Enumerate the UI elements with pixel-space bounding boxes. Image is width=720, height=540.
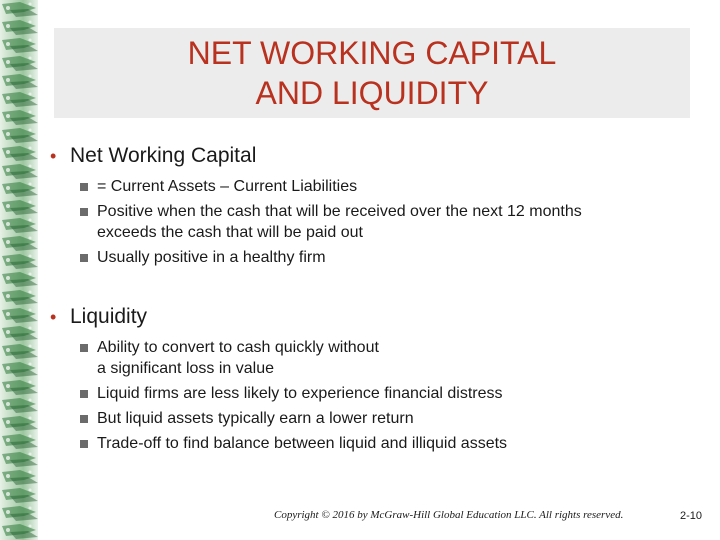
list-item <box>78 433 507 454</box>
list-item <box>78 408 507 429</box>
square-bullet-icon <box>80 440 88 448</box>
list-item-text: Liquid firms are less likely to experience financial distress <box>97 385 503 402</box>
square-bullet-icon <box>80 254 88 262</box>
list-item-text: Trade-off to find balance between liquid and illiquid assets <box>97 435 508 452</box>
title-line-2: AND LIQUIDITY <box>255 75 489 111</box>
section-net-working-capital <box>50 144 582 272</box>
bullet-list <box>78 337 507 454</box>
list-item-text: But liquid assets typically earn a lower return <box>97 410 414 427</box>
list-item-text: Ability to convert to cash quickly without <box>97 339 379 356</box>
section-heading: Liquidity <box>70 305 148 328</box>
copyright-notice: Copyright © 2016 by McGraw-Hill Global Education LLC. All rights reserved. <box>274 509 624 521</box>
page-number: 2-10 <box>680 510 703 522</box>
square-bullet-icon <box>80 208 88 216</box>
section-liquidity <box>50 305 507 458</box>
bullet-icon: • <box>50 146 57 166</box>
bullet-list <box>78 176 582 268</box>
list-item <box>78 337 507 379</box>
title-line-1: NET WORKING CAPITAL <box>187 35 557 71</box>
list-item-text: = Current Assets – Current Liabilities <box>97 178 358 195</box>
section-heading: Net Working Capital <box>70 144 257 167</box>
square-bullet-icon <box>80 183 88 191</box>
square-bullet-icon <box>80 390 88 398</box>
list-item-text: Usually positive in a healthy firm <box>97 249 326 266</box>
list-item-text: Positive when the cash that will be received over the next 12 months <box>97 203 582 220</box>
slide-title <box>54 28 690 118</box>
list-item <box>78 247 582 268</box>
list-item <box>78 201 582 243</box>
list-item <box>78 176 582 197</box>
decorative-side-strip <box>0 0 42 540</box>
list-item-text-continued: exceeds the cash that will be paid out <box>97 224 363 241</box>
square-bullet-icon <box>80 415 88 423</box>
square-bullet-icon <box>80 344 88 352</box>
bullet-icon: • <box>50 307 57 327</box>
list-item <box>78 383 507 404</box>
list-item-text-continued: a significant loss in value <box>97 360 274 377</box>
